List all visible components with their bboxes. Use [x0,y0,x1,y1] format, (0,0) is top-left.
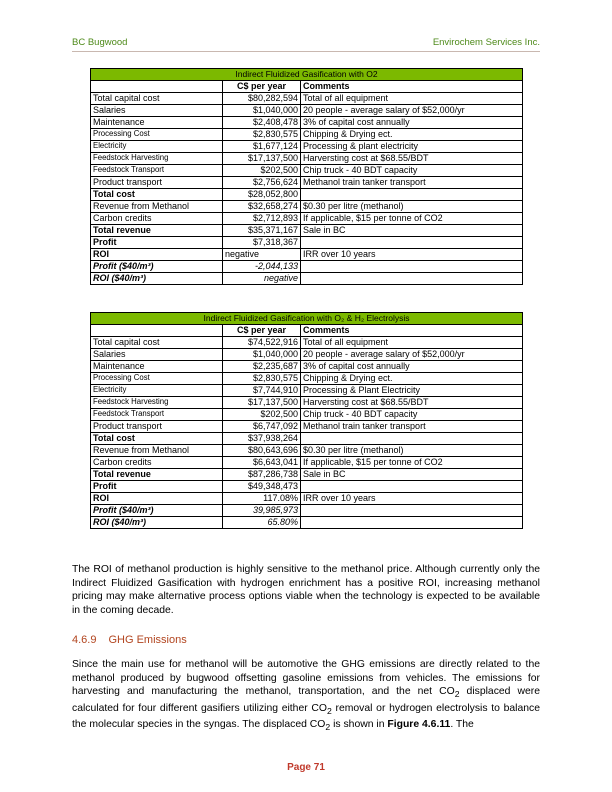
row-comment: Methanol train tanker transport [301,177,523,189]
row-comment [301,261,523,273]
table-caption: Indirect Fluidized Gasification with O₂ & H₂ Electrolysis [91,313,523,325]
row-value: $17,137,500 [223,397,301,409]
row-value: $74,522,916 [223,337,301,349]
ghg-text-d: is shown in [330,719,388,731]
row-value: $202,500 [223,409,301,421]
row-comment [301,481,523,493]
row-label: Processing Cost [91,129,223,141]
row-comment: Sale in BC [301,469,523,481]
co2-subscript: 2 [325,722,331,733]
table-row [91,117,523,129]
row-value: $80,282,594 [223,93,301,105]
table-row [91,361,523,373]
column-header [91,325,223,337]
row-label: Total capital cost [91,337,223,349]
row-value: -2,044,133 [223,261,301,273]
table-row [91,409,523,421]
row-comment: If applicable, $15 per tonne of CO2 [301,213,523,225]
row-value: $28,052,800 [223,189,301,201]
row-label: Product transport [91,177,223,189]
row-value: $2,235,687 [223,361,301,373]
table-row [91,237,523,249]
row-comment: IRR over 10 years [301,493,523,505]
row-label: ROI ($40/m³) [91,273,223,285]
header-rule [72,51,540,52]
row-label: Total cost [91,189,223,201]
section-title: GHG Emissions [108,634,187,646]
table-row [91,397,523,409]
row-label: Total revenue [91,469,223,481]
column-header: Comments [301,325,523,337]
row-label: Revenue from Methanol [91,201,223,213]
co2-subscript: 2 [454,689,460,700]
row-value: negative [223,249,301,261]
row-comment: IRR over 10 years [301,249,523,261]
table-row [91,457,523,469]
table-row [91,153,523,165]
row-comment [301,433,523,445]
table-row [91,337,523,349]
row-comment: Chip truck - 40 BDT capacity [301,409,523,421]
table-row [91,105,523,117]
row-comment: Sale in BC [301,225,523,237]
row-value: $202,500 [223,165,301,177]
table-row [91,261,523,273]
row-comment: Harversting cost at $68.55/BDT [301,153,523,165]
row-comment: If applicable, $15 per tonne of CO2 [301,457,523,469]
ghg-text-b: displaced were calculated for four different gasifiers utilizing either CO [72,686,540,714]
row-comment: Processing & plant electricity [301,141,523,153]
table-row [91,445,523,457]
table-row [91,177,523,189]
table-row [91,469,523,481]
row-value: $2,830,575 [223,129,301,141]
row-value: $2,712,893 [223,213,301,225]
table-row [91,505,523,517]
row-value: $1,040,000 [223,105,301,117]
row-label: Profit [91,237,223,249]
row-value: $7,318,367 [223,237,301,249]
column-header: C$ per year [223,81,301,93]
row-label: Total capital cost [91,93,223,105]
row-value: $7,744,910 [223,385,301,397]
row-comment: Methanol train tanker transport [301,421,523,433]
row-value: 117.08% [223,493,301,505]
row-label: Maintenance [91,361,223,373]
column-header: Comments [301,81,523,93]
row-label: Profit ($40/m³) [91,261,223,273]
row-value: $17,137,500 [223,153,301,165]
row-label: Feedstock Transport [91,409,223,421]
table-row [91,493,523,505]
row-comment [301,273,523,285]
ghg-text-e: . The [450,719,474,731]
row-value: $1,677,124 [223,141,301,153]
header-left: BC Bugwood [72,37,128,48]
row-comment: Total of all equipment [301,337,523,349]
row-value: $80,643,696 [223,445,301,457]
table-row [91,129,523,141]
table-caption: Indirect Fluidized Gasification with O2 [91,69,523,81]
row-comment [301,517,523,529]
header-right: Envirochem Services Inc. [432,37,540,48]
row-label: Feedstock Transport [91,165,223,177]
table-row [91,93,523,105]
row-comment: Total of all equipment [301,93,523,105]
table-row [91,249,523,261]
table-row [91,421,523,433]
row-value: $87,286,738 [223,469,301,481]
row-comment [301,189,523,201]
row-label: ROI [91,249,223,261]
row-comment: 3% of capital cost annually [301,361,523,373]
row-label: Maintenance [91,117,223,129]
row-comment: Chip truck - 40 BDT capacity [301,165,523,177]
cost-table-o2-h2 [90,312,523,529]
row-label: Profit [91,481,223,493]
row-value: $2,830,575 [223,373,301,385]
row-label: Salaries [91,105,223,117]
row-comment: $0.30 per litre (methanol) [301,445,523,457]
table-row [91,433,523,445]
table-row [91,165,523,177]
row-value: $6,747,092 [223,421,301,433]
row-label: ROI ($40/m³) [91,517,223,529]
table-row [91,201,523,213]
row-label: Revenue from Methanol [91,445,223,457]
row-comment: 20 people - average salary of $52,000/yr [301,349,523,361]
row-value: 39,985,973 [223,505,301,517]
table-row [91,225,523,237]
row-label: Feedstock Harvesting [91,153,223,165]
row-value: $32,658,274 [223,201,301,213]
table-row [91,517,523,529]
row-label: Electricity [91,385,223,397]
row-value: $6,643,041 [223,457,301,469]
row-label: Feedstock Harvesting [91,397,223,409]
column-header: C$ per year [223,325,301,337]
row-value: $1,040,000 [223,349,301,361]
row-value: 65.80% [223,517,301,529]
row-value: negative [223,273,301,285]
row-comment: Chipping & Drying ect. [301,373,523,385]
row-label: Product transport [91,421,223,433]
row-value: $2,756,624 [223,177,301,189]
table-row [91,213,523,225]
co2-subscript: 2 [326,705,332,716]
ghg-paragraph [72,658,540,735]
row-value: $35,371,167 [223,225,301,237]
row-label: Processing Cost [91,373,223,385]
row-label: Total revenue [91,225,223,237]
row-comment: $0.30 per litre (methanol) [301,201,523,213]
row-label: Electricity [91,141,223,153]
section-number: 4.6.9 [72,634,97,646]
row-value: $37,938,264 [223,433,301,445]
table-row [91,481,523,493]
row-label: Total cost [91,433,223,445]
row-label: Salaries [91,349,223,361]
table-row [91,373,523,385]
row-comment: 20 people - average salary of $52,000/yr [301,105,523,117]
table-row [91,349,523,361]
column-header [91,81,223,93]
row-label: Carbon credits [91,213,223,225]
table-row [91,141,523,153]
row-comment [301,505,523,517]
row-label: Profit ($40/m³) [91,505,223,517]
figure-reference[interactable]: Figure 4.6.11 [387,719,451,731]
row-comment: Processing & Plant Electricity [301,385,523,397]
table-row [91,385,523,397]
ghg-text-c: removal or hydrogen electrolysis to balance the molecular species in the syngas. The displaced CO [72,702,540,731]
ghg-text-a: Since the main use for methanol will be automotive the GHG emissions are directly related to the methanol produced by bugwood offsetting gasoline emissions from vehicles. The emissions for harvesting and manufacturing the methanol, transportation, and the net CO [72,659,540,697]
row-comment: Harversting cost at $68.55/BDT [301,397,523,409]
row-value: $2,408,478 [223,117,301,129]
table-row [91,273,523,285]
roi-paragraph: The ROI of methanol production is highly sensitive to the methanol price. Although currently only the Indirect Fluidized Gasification with hydrogen enrichment has a positive ROI, increasing methanol pricing may make alternative process options viable when the technology is expected to be available in the coming decade. [72,564,540,616]
cost-table-o2 [90,68,523,285]
row-comment: Chipping & Drying ect. [301,129,523,141]
row-comment: 3% of capital cost annually [301,117,523,129]
row-comment [301,237,523,249]
table-row [91,189,523,201]
row-label: ROI [91,493,223,505]
page-number: Page 71 [287,762,325,773]
section-heading [72,634,199,646]
row-value: $49,348,473 [223,481,301,493]
row-label: Carbon credits [91,457,223,469]
